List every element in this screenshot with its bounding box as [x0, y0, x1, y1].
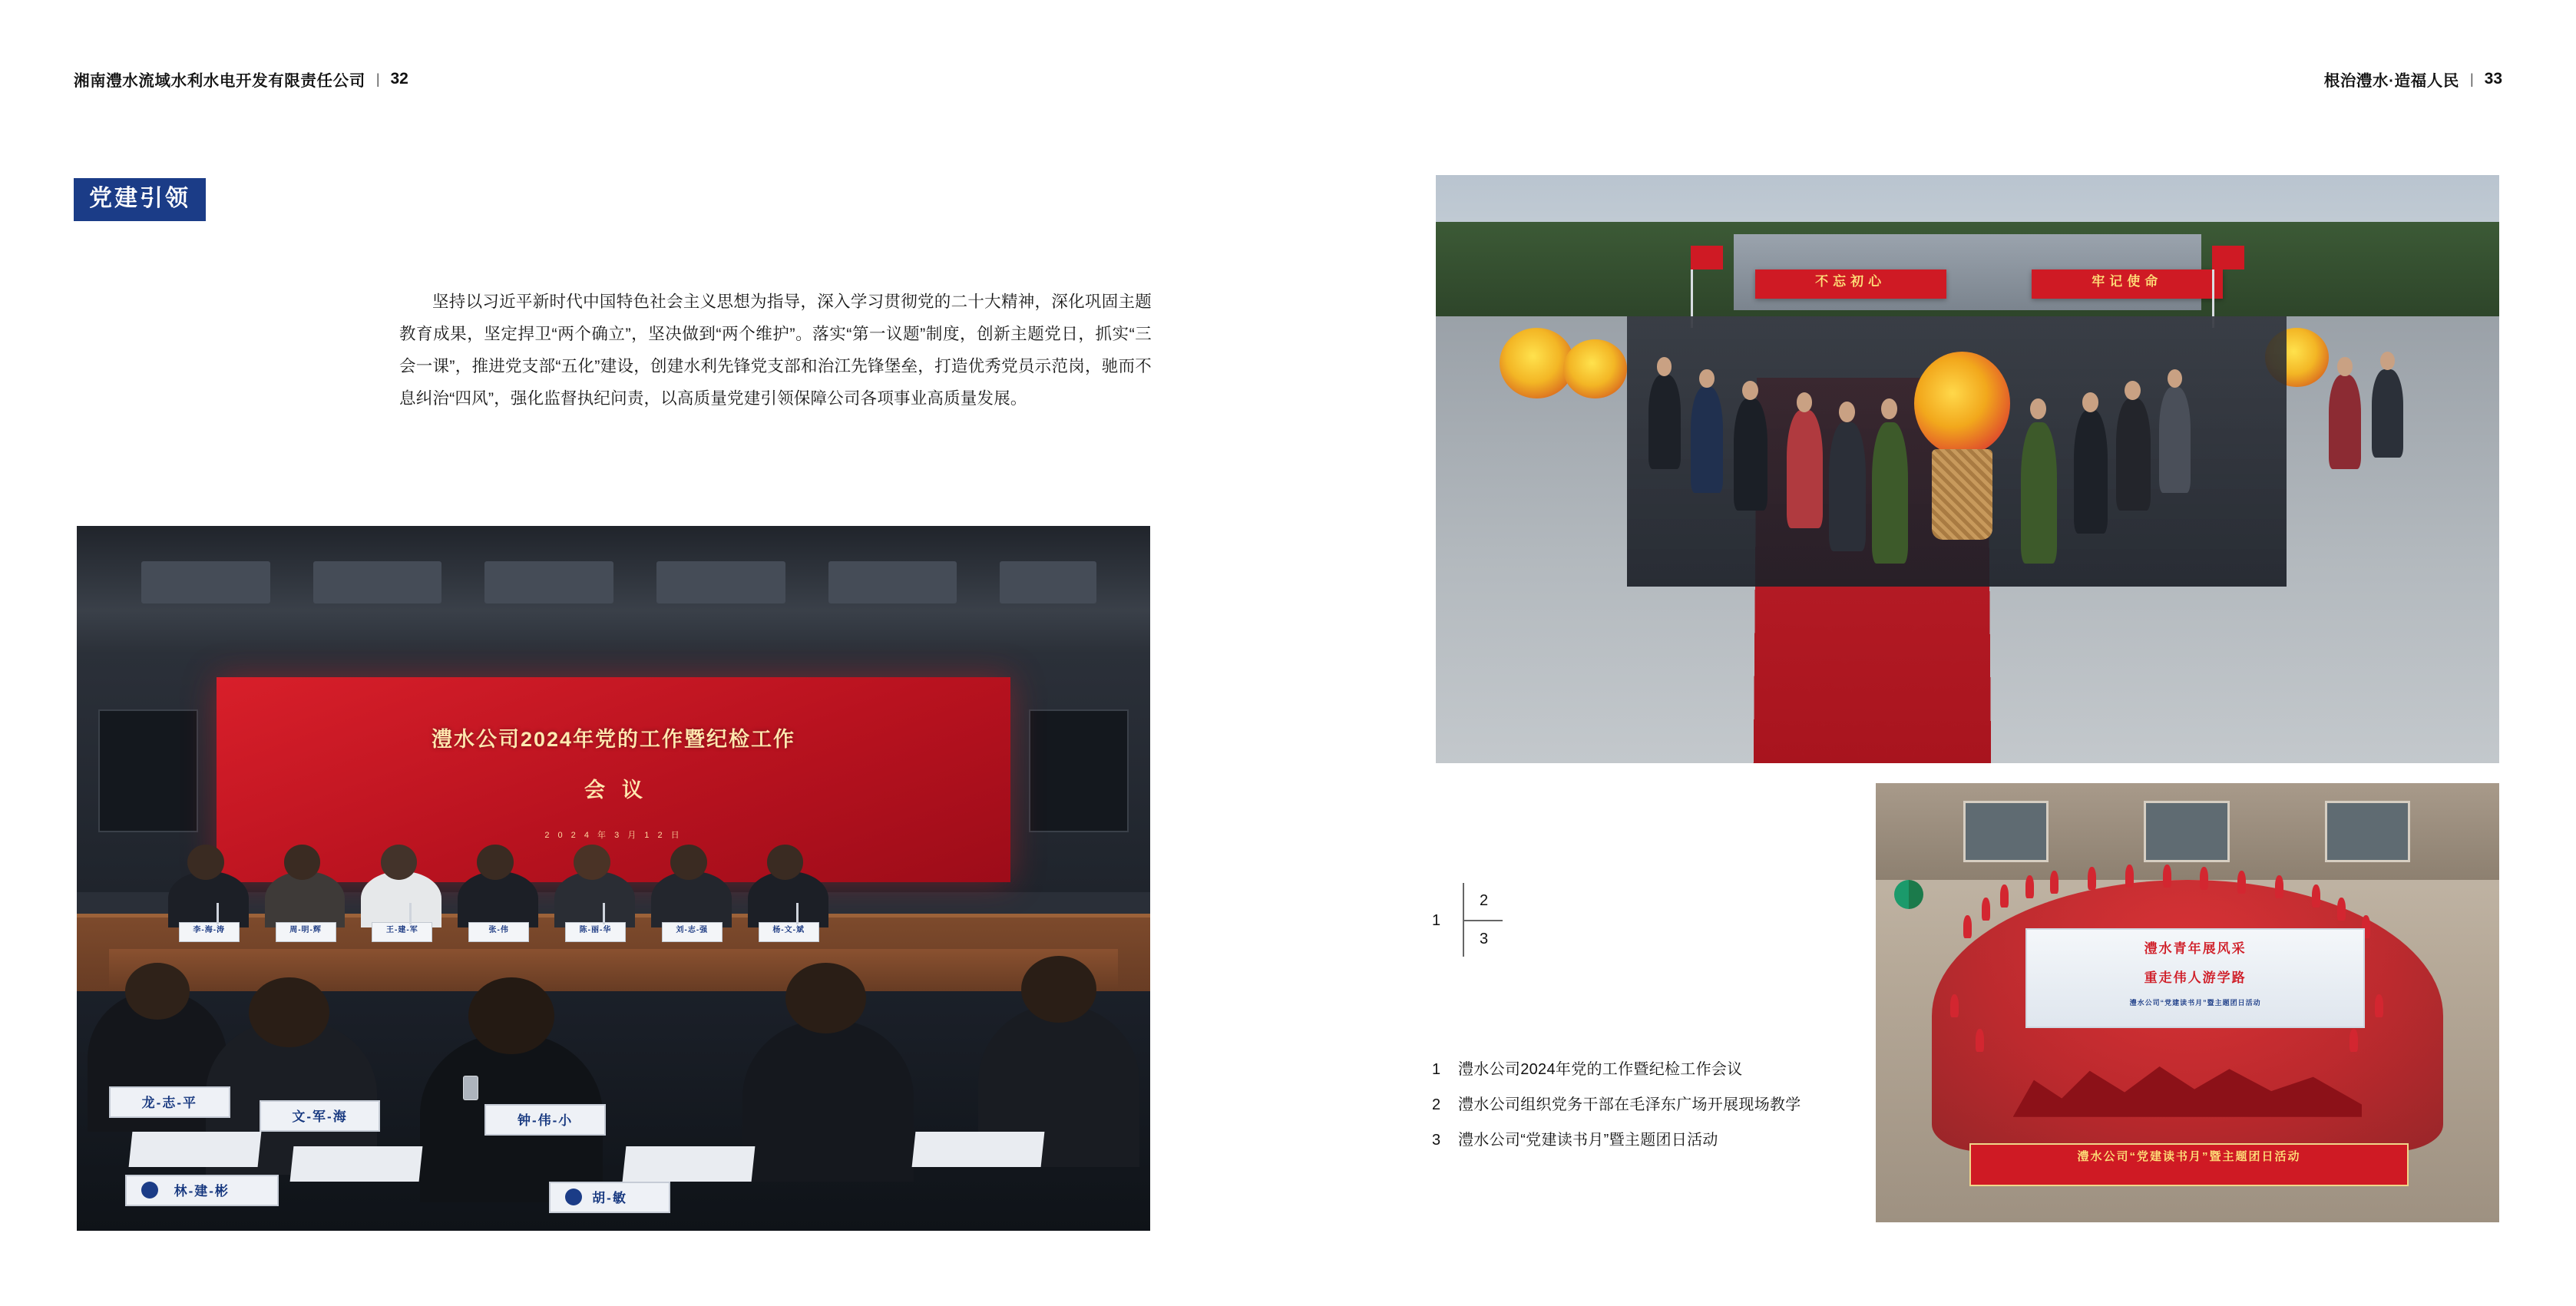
- banner-line-2: 重走伟人游学路: [2144, 970, 2247, 985]
- audience-head: [785, 963, 866, 1033]
- key-number-1: 1: [1432, 912, 1441, 929]
- participant-figure: [2275, 875, 2283, 898]
- desk-nameplate: 龙-志-平: [109, 1086, 230, 1118]
- person-figure: [1648, 375, 1681, 469]
- caption-number: 3: [1432, 1132, 1441, 1149]
- audience-head: [1021, 956, 1096, 1023]
- basket-weave: [1932, 449, 1993, 540]
- section-title-badge: 党建引领: [74, 178, 206, 221]
- honor-guard-figure: [2021, 422, 2057, 564]
- participant-figure: [2337, 898, 2346, 921]
- flower-wreath: [1563, 339, 1627, 398]
- panelist-head: [574, 845, 610, 880]
- nameplate: 周-明-辉: [276, 922, 336, 942]
- document-sheet: [912, 1132, 1045, 1167]
- microphone: [217, 903, 219, 924]
- panelist-head: [670, 845, 707, 880]
- company-logo-icon: [141, 1182, 158, 1199]
- participant-figure: [2050, 871, 2058, 894]
- nameplate: 陈-丽-华: [565, 922, 626, 942]
- person-figure: [1787, 410, 1823, 527]
- header-left-group: [74, 68, 408, 91]
- participant-figure: [2349, 1029, 2358, 1052]
- panelist-head: [477, 845, 514, 880]
- participant-figure: [2200, 867, 2208, 890]
- microphone: [409, 903, 412, 924]
- participant-figure: [2163, 865, 2171, 888]
- person-head: [2380, 352, 2395, 370]
- caption-list: [1432, 1056, 2123, 1162]
- caption-text: 澧水公司2024年党的工作暨纪检工作会议: [1458, 1061, 1743, 1078]
- header-right-group: [2324, 68, 2502, 91]
- figure-layout-key: [1432, 883, 1532, 960]
- slogan-text: 根治澧水·造福人民: [2323, 72, 2459, 90]
- participant-figure: [2000, 884, 2009, 908]
- participant-figure: [2025, 875, 2034, 898]
- page-number-left: 32: [390, 70, 408, 88]
- page-header: [0, 68, 2576, 98]
- caption-item: [1432, 1092, 2123, 1114]
- photo-square-ceremony: [1436, 175, 2499, 763]
- audience-figure: [742, 1020, 914, 1182]
- water-cup: [463, 1076, 478, 1100]
- window-pane: [2325, 801, 2411, 862]
- ceremony-banner-left: 不忘初心: [1755, 269, 1946, 299]
- company-logo-icon: [1894, 880, 1923, 909]
- header-left-separator: |: [375, 71, 380, 87]
- header-right-separator: |: [2469, 71, 2474, 87]
- participant-figure: [2088, 867, 2096, 890]
- person-figure: [1829, 422, 1865, 552]
- ceiling-panel: [656, 561, 785, 603]
- participant-figure: [2375, 994, 2383, 1017]
- panelist-figure: [651, 871, 732, 927]
- panelist-figure: [748, 871, 828, 927]
- ceiling-panel: [828, 561, 957, 603]
- caption-text: 澧水公司组织党务干部在毛泽东广场开展现场教学: [1458, 1096, 1801, 1113]
- panelist-figure: [265, 871, 346, 927]
- participant-figure: [1963, 915, 1972, 938]
- company-logo-icon: [565, 1189, 582, 1205]
- side-panel-left: [98, 709, 198, 832]
- participant-figure: [1950, 994, 1959, 1017]
- nameplate: 刘-志-强: [662, 922, 723, 942]
- honor-guard-figure: [1872, 422, 1908, 564]
- ceiling-panel: [313, 561, 442, 603]
- caption-text: 澧水公司“党建读书月”暨主题团日活动: [1458, 1132, 1718, 1149]
- ceiling-panel: [141, 561, 270, 603]
- ceiling-panel: [484, 561, 613, 603]
- person-figure: [2074, 410, 2108, 534]
- ceremony-banner-right: 牢记使命: [2032, 269, 2223, 299]
- person-figure: [1691, 387, 1723, 493]
- panelist-figure: [458, 871, 538, 927]
- panelist-figure: [168, 871, 249, 927]
- panelist-head: [381, 845, 418, 880]
- nameplate: 李-海-涛: [179, 922, 240, 942]
- person-figure: [2372, 369, 2404, 458]
- audience-head: [125, 963, 190, 1019]
- key-number-3: 3: [1480, 931, 1489, 947]
- person-head: [2337, 357, 2352, 376]
- person-head: [1839, 402, 1855, 422]
- person-head: [1699, 369, 1714, 388]
- participant-figure: [2312, 884, 2320, 908]
- desk-nameplate: 钟-伟-小: [484, 1104, 606, 1136]
- participant-figure: [2125, 865, 2134, 888]
- flower-wreath: [1500, 328, 1574, 398]
- document-sheet: [289, 1146, 422, 1182]
- microphone: [796, 903, 799, 924]
- microphone: [603, 903, 605, 924]
- participant-figure: [1976, 1029, 1984, 1052]
- person-figure: [2329, 375, 2361, 469]
- person-figure: [1734, 398, 1767, 511]
- panelist-figure: [361, 871, 441, 927]
- company-name: 湘南澧水流域水利水电开发有限责任公司: [74, 72, 365, 90]
- banner-line-1: 澧水青年展风采: [2144, 941, 2247, 956]
- participant-figure: [2237, 871, 2246, 894]
- person-head: [2082, 392, 2098, 412]
- photo-meeting-conference: [77, 526, 1150, 1231]
- event-banner: [2025, 928, 2365, 1028]
- window-pane: [2144, 801, 2230, 862]
- desk-nameplate: 文-军-海: [260, 1100, 381, 1132]
- led-screen: [217, 677, 1011, 881]
- person-head: [1881, 398, 1897, 419]
- side-panel-right: [1029, 709, 1129, 832]
- nameplate: 张-伟: [468, 922, 529, 942]
- window-pane: [1963, 801, 2049, 862]
- ceiling-panel: [1000, 561, 1096, 603]
- caption-item: [1432, 1127, 2123, 1149]
- nameplate: 杨-文-斌: [759, 922, 819, 942]
- person-head: [1742, 381, 1758, 400]
- screen-date-text: 2 0 2 4 年 3 月 1 2 日: [544, 831, 683, 841]
- person-head: [2030, 398, 2046, 419]
- flower-bouquet: [1914, 352, 2010, 455]
- flower-basket: [1914, 352, 2010, 540]
- desk-nameplate: 林-建-彬: [125, 1175, 279, 1206]
- caption-item: [1432, 1056, 2123, 1079]
- person-figure: [2159, 387, 2191, 493]
- section-body-text: 坚持以习近平新时代中国特色社会主义思想为指导，深入学习贯彻党的二十大精神，深化巩固主题教育成果，坚定捍卫“两个确立”，坚决做到“两个维护”。落实“第一议题”制度，创新主题党日，抓实“三会一课”，推进党支部“五化”建设，创建水利先锋党支部和治江先锋堡垒，打造优秀党员示范岗，驰而不息纠治“四风”，强化监督执纪问责，以高质量党建引领保障公司各项事业高质量发展。: [399, 293, 1152, 408]
- caption-number: 1: [1432, 1061, 1441, 1078]
- bottom-banner: 澧水公司“党建读书月”暨主题团日活动: [1969, 1143, 2409, 1185]
- screen-subtitle-text: 会议: [584, 779, 660, 802]
- audience-head: [468, 977, 554, 1055]
- document-sheet: [623, 1146, 756, 1182]
- panelist-figure: [554, 871, 635, 927]
- caption-number: 2: [1432, 1096, 1441, 1113]
- panelist-head: [767, 845, 804, 880]
- key-number-2: 2: [1480, 892, 1489, 909]
- key-horizontal-rule: [1463, 920, 1503, 921]
- banner-line-3: 澧水公司“党建读书月”暨主题团日活动: [2129, 998, 2261, 1007]
- red-flag: [1691, 246, 1723, 269]
- participant-figure: [1982, 898, 1990, 921]
- document-sheet: [128, 1132, 261, 1167]
- page-number-right: 33: [2484, 70, 2502, 88]
- screen-title-text: 澧水公司2024年党的工作暨纪检工作: [431, 727, 796, 751]
- audience-head: [249, 977, 329, 1048]
- person-figure: [2116, 398, 2150, 511]
- desk-nameplate: 胡-敏: [549, 1182, 670, 1213]
- panelist-head: [187, 845, 224, 880]
- red-flag: [2212, 246, 2244, 269]
- nameplate: 王-建-军: [372, 922, 432, 942]
- panelist-head: [284, 845, 321, 880]
